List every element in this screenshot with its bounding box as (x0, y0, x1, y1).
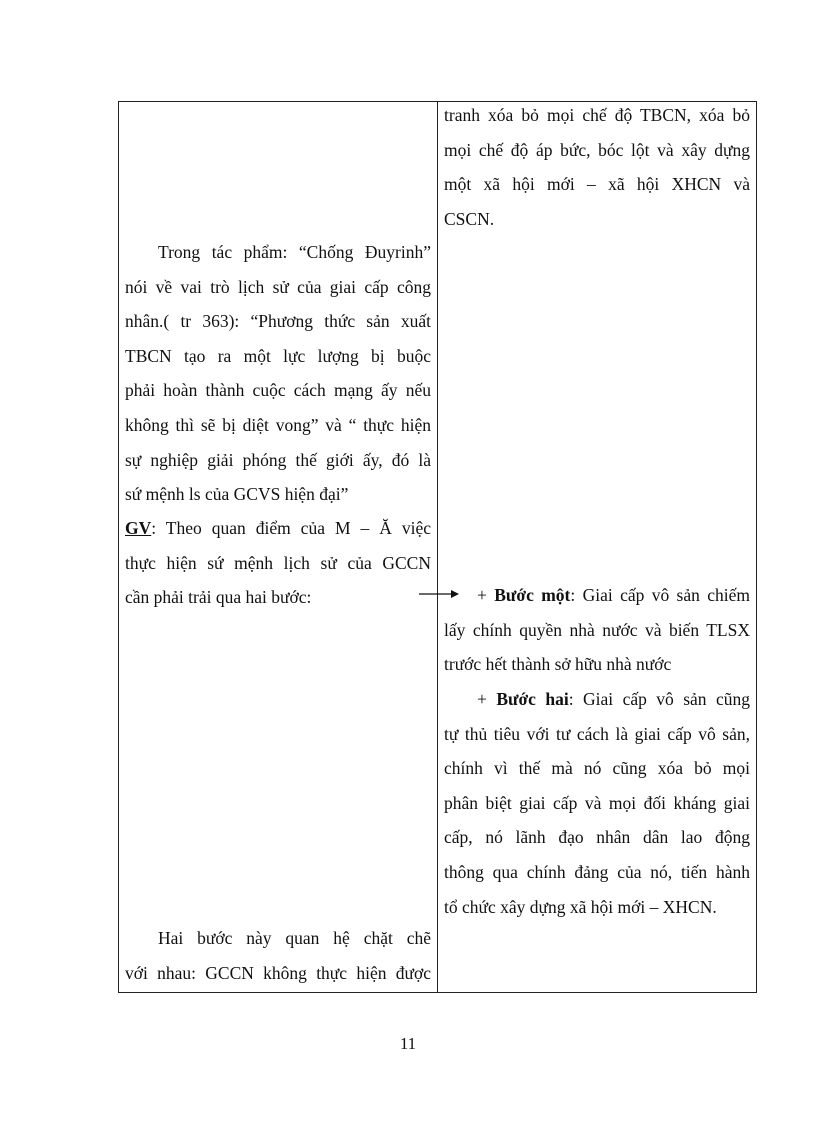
text-line: Trong tác phẩm: “Chống Đuyrinh” (158, 242, 431, 262)
text-line: phân biệt giai cấp và mọi đối kháng giai (444, 792, 750, 813)
text-line: nhân.( tr 363): “Phương thức sản xuất (125, 311, 431, 332)
content-table (118, 101, 757, 993)
text-line (444, 578, 750, 613)
text-line: cấp, nó lãnh đạo nhân dân lao động (444, 827, 750, 848)
arrow-right-icon (419, 584, 459, 604)
left-column (119, 102, 437, 992)
text-line: tranh xóa bỏ mọi chế độ TBCN, xóa bỏ (444, 105, 750, 125)
text-line: thông qua chính đảng của nó, tiến hành (444, 861, 750, 882)
text-line (444, 682, 750, 717)
left-paragraph-hai-buoc (125, 921, 431, 990)
text-line: TBCN tạo ra một lực lượng bị buộc (125, 345, 431, 366)
text-line: tổ chức xây dựng xã hội mới – XHCN. (444, 896, 717, 917)
step-one-paragraph (444, 578, 750, 682)
right-paragraph-continuation (444, 98, 750, 236)
text-line: nói về vai trò lịch sử của giai cấp công (125, 276, 431, 297)
text-line: không thì sẽ bị diệt vong” và “ thực hiện (125, 414, 431, 435)
left-paragraph-gv (125, 511, 431, 615)
step-two-prefix: + (477, 689, 497, 709)
right-column (438, 102, 756, 992)
text-line: sự nghiệp giải phóng thế giới ấy, đó là (125, 449, 431, 470)
text-line: một xã hội mới – xã hội XHCN và (444, 174, 750, 195)
text-line: thực hiện sứ mệnh lịch sử của GCCN (125, 552, 431, 573)
text-line: phải hoàn thành cuộc cách mạng ấy nếu (125, 380, 431, 401)
text-line: Hai bước này quan hệ chặt chẽ (158, 928, 431, 948)
text-line: chính vì thế mà nó cũng xóa bỏ mọi (444, 758, 750, 779)
step-two-paragraph (444, 682, 750, 924)
step-one-prefix: + (477, 585, 495, 605)
left-paragraph-chong-duyrinh (125, 235, 431, 512)
text-line: tự thủ tiêu với tư cách là giai cấp vô sản, (444, 723, 750, 744)
text-line: trước hết thành sở hữu nhà nước (444, 654, 672, 675)
text-line: CSCN. (444, 208, 495, 229)
step-two-label: Bước hai (496, 689, 569, 709)
step-one-text: : Giai cấp vô sản chiếm (570, 585, 750, 605)
gv-label: GV (125, 518, 152, 538)
text-line (125, 511, 431, 546)
text-line: mọi chế độ áp bức, bóc lột và xây dựng (444, 139, 750, 160)
gv-text: : Theo quan điểm của M – Ă việc (151, 518, 431, 538)
step-two-text: : Giai cấp vô sản cũng (568, 689, 751, 709)
text-line: với nhau: GCCN không thực hiện được (125, 962, 431, 983)
text-line: lấy chính quyền nhà nước và biến TLSX (444, 619, 750, 640)
page-number: 11 (399, 1034, 417, 1053)
text-line: sứ mệnh ls của GCVS hiện đại” (125, 484, 349, 505)
text-line: cần phải trải qua hai bước: (125, 587, 312, 608)
step-one-label: Bước một (494, 585, 571, 605)
